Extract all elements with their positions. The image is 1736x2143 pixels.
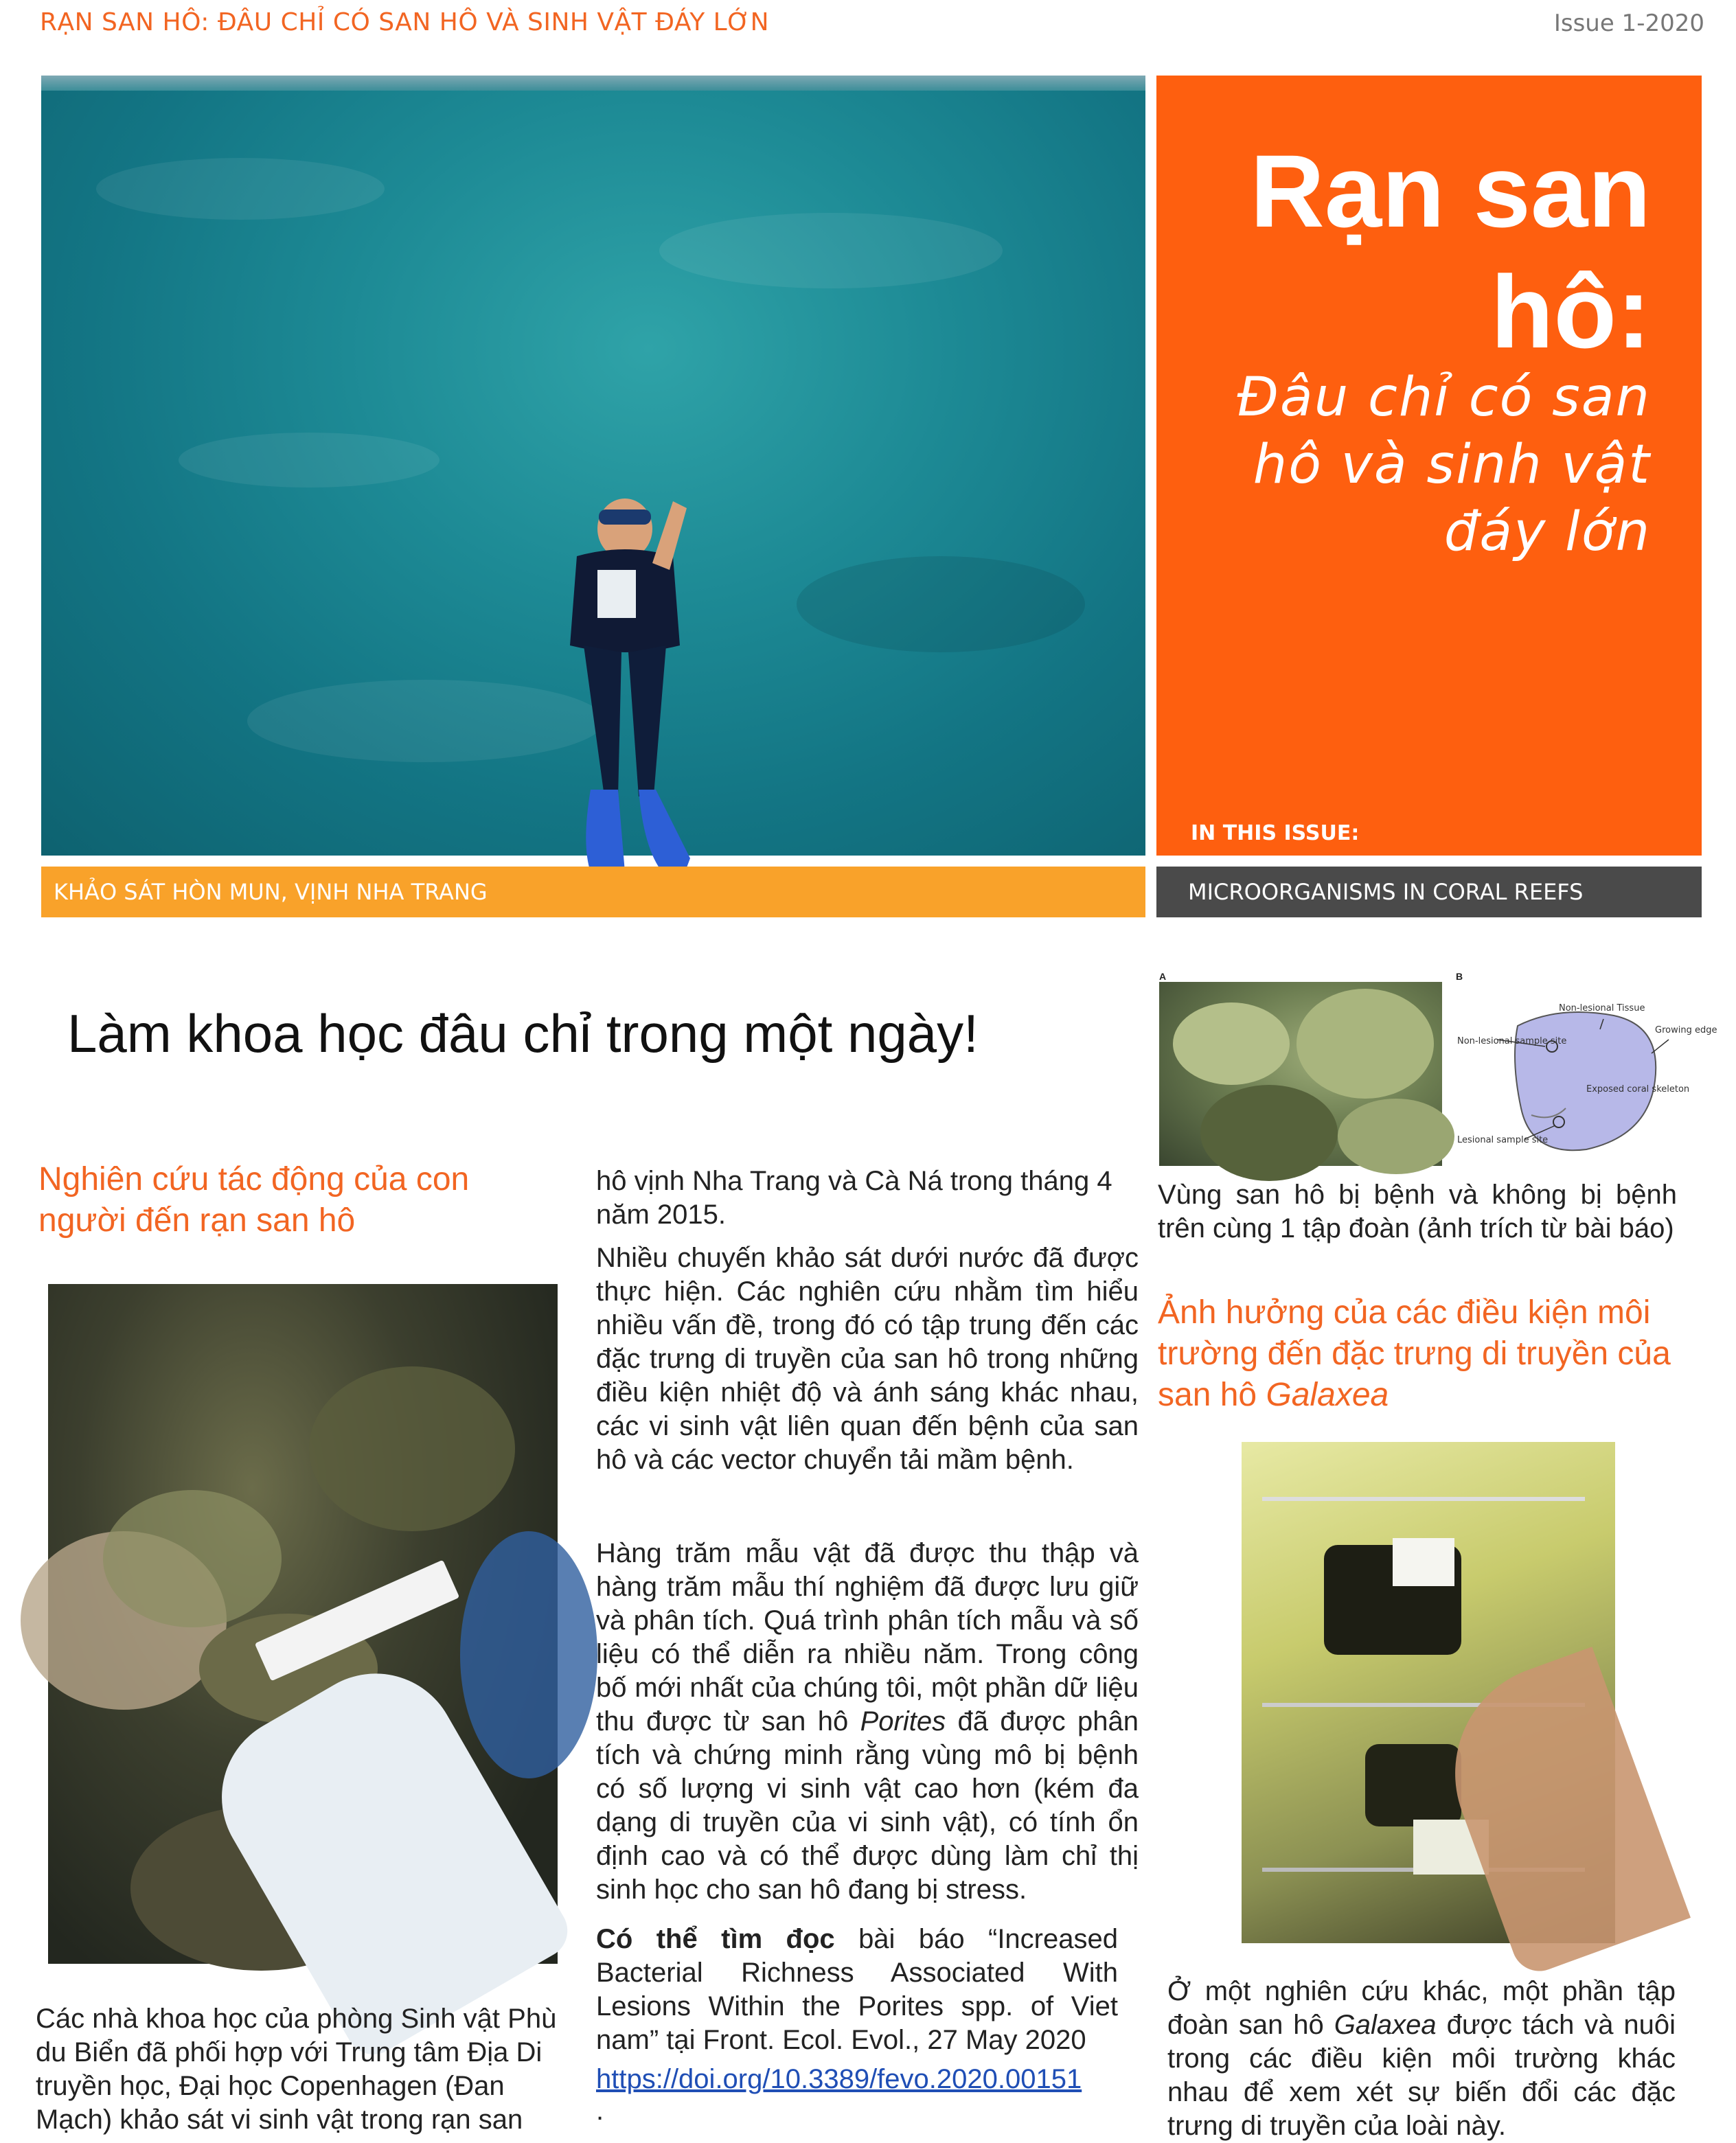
in-this-issue-label: IN THIS ISSUE:	[1191, 821, 1360, 845]
cover-subtitle: Đâu chỉ có san hô và sinh vật đáy lớn	[1237, 367, 1651, 563]
cover-title: Rạn san hô:	[1250, 133, 1651, 369]
issue-label: Issue 1-2020	[1553, 10, 1704, 37]
running-title: RẠN SAN HÔ: ĐÂU CHỈ CÓ SAN HÔ VÀ SINH VẬT ĐÁY LỚN	[40, 8, 769, 36]
hero-photo-snorkeler	[41, 76, 1145, 856]
figure-letter-b: B	[1456, 971, 1463, 982]
snorkeler-figure	[536, 488, 714, 899]
diagram-label-exposed-skeleton: Exposed coral skeleton	[1586, 1084, 1690, 1095]
section-heading-human-impact: Nghiên cứu tác động của con người đến rạn san hô	[38, 1161, 470, 1239]
photo-caption-text: KHẢO SÁT HÒN MUN, VỊNH NHA TRANG	[54, 879, 488, 905]
col2-paragraph-3: Hàng trăm mẫu vật đã được thu thập và hàng trăm mẫu thí nghiệm đã được lưu giữ và phân tích. Quá trình phân tích mẫu và số liệu có thể diễn ra nhiều năm. Trong công bố mới nhất của chúng tôi, một phần dữ liệu thu được từ san hô Porites đã được phân tích và chứng minh rằng vùng mô bị bệnh có số lượng vi sinh vật cao hơn (kém đa dạng di truyền của vi sinh vật), có tính ổn định cao và có thể được dùng làm chỉ thị sinh học cho san hô đang bị stress.	[596, 1538, 1139, 1905]
section-heading-galaxea: Ảnh hưởng của các điều kiện môi trường đến đặc trưng di truyền của san hô Galaxea	[1158, 1294, 1671, 1413]
article-headline: Làm khoa học đâu chỉ trong một ngày!	[67, 1003, 979, 1064]
diagram-label-non-lesional-site: Non-lesional sample site	[1457, 1036, 1567, 1046]
figure-b-diagram	[1456, 978, 1717, 1170]
coral-photo-caption: Các nhà khoa học của phòng Sinh vật Phù du Biển đã phối hợp với Trung tâm Địa Di truyền học, Đại học Copenhagen (Đan Mạch) khảo sát vi sinh vật trong rạn san	[36, 2004, 557, 2135]
issue-topic-bar	[1156, 867, 1702, 917]
read-more-label: Có thể tìm đọc	[596, 1924, 835, 1954]
lab-incubator-photo	[1242, 1442, 1615, 1943]
issue-topic-text: MICROORGANISMS IN CORAL REEFS	[1188, 879, 1584, 905]
doi-period: .	[596, 2096, 604, 2126]
genus-galaxea-caption: Galaxea	[1334, 2010, 1437, 2040]
cover-title-panel	[1156, 76, 1702, 856]
col2-paragraph-4: Có thể tìm đọc bài báo “Increased Bacterial Richness Associated With Lesions Within the Porites spp. of Viet nam” tại Front. Ecol. Evol., 27 May 2020	[596, 1924, 1118, 2055]
coral-measurement-photo	[48, 1284, 558, 1964]
genus-galaxea-heading: Galaxea	[1266, 1377, 1389, 1413]
figure-caption: Vùng san hô bị bệnh và không bị bệnh trên cùng 1 tập đoàn (ảnh trích từ bài báo)	[1158, 1180, 1677, 1244]
col2-paragraph-1: hô vịnh Nha Trang và Cà Ná trong tháng 4 năm 2015.	[596, 1166, 1112, 1230]
diagram-label-lesional-site: Lesional sample site	[1457, 1135, 1549, 1145]
col2-paragraph-2: Nhiều chuyến khảo sát dưới nước đã được thực hiện. Các nghiên cứu nhằm tìm hiểu nhiều vấn đề, trong đó có tập trung đến các đặc trưng di truyền của san hô trong những điều kiện nhiệt độ và ánh sáng khác nhau, các vi sinh vật liên quan đến bệnh của san hô và các vector chuyển tải mầm bệnh.	[596, 1243, 1139, 1475]
doi-link[interactable]: https://doi.org/10.3389/fevo.2020.00151	[596, 2064, 1082, 2094]
genus-porites: Porites	[860, 1706, 946, 1737]
figure-letter-a: A	[1159, 971, 1167, 982]
figure-a-coral-photo	[1159, 982, 1442, 1166]
doi-link-line	[596, 2063, 1139, 2096]
diagram-label-growing-edge: Growing edge	[1655, 1025, 1717, 1035]
diagram-label-non-lesional-tissue: Non-lesional Tissue	[1559, 1003, 1645, 1013]
photo-caption-bar	[41, 867, 1145, 917]
lab-photo-caption: Ở một nghiên cứu khác, một phần tập đoàn san hô Galaxea được tách và nuôi trong các điều kiện môi trường khác nhau để xem xét sự biến đổi các đặc trưng di truyền của loài này.	[1167, 1976, 1676, 2141]
